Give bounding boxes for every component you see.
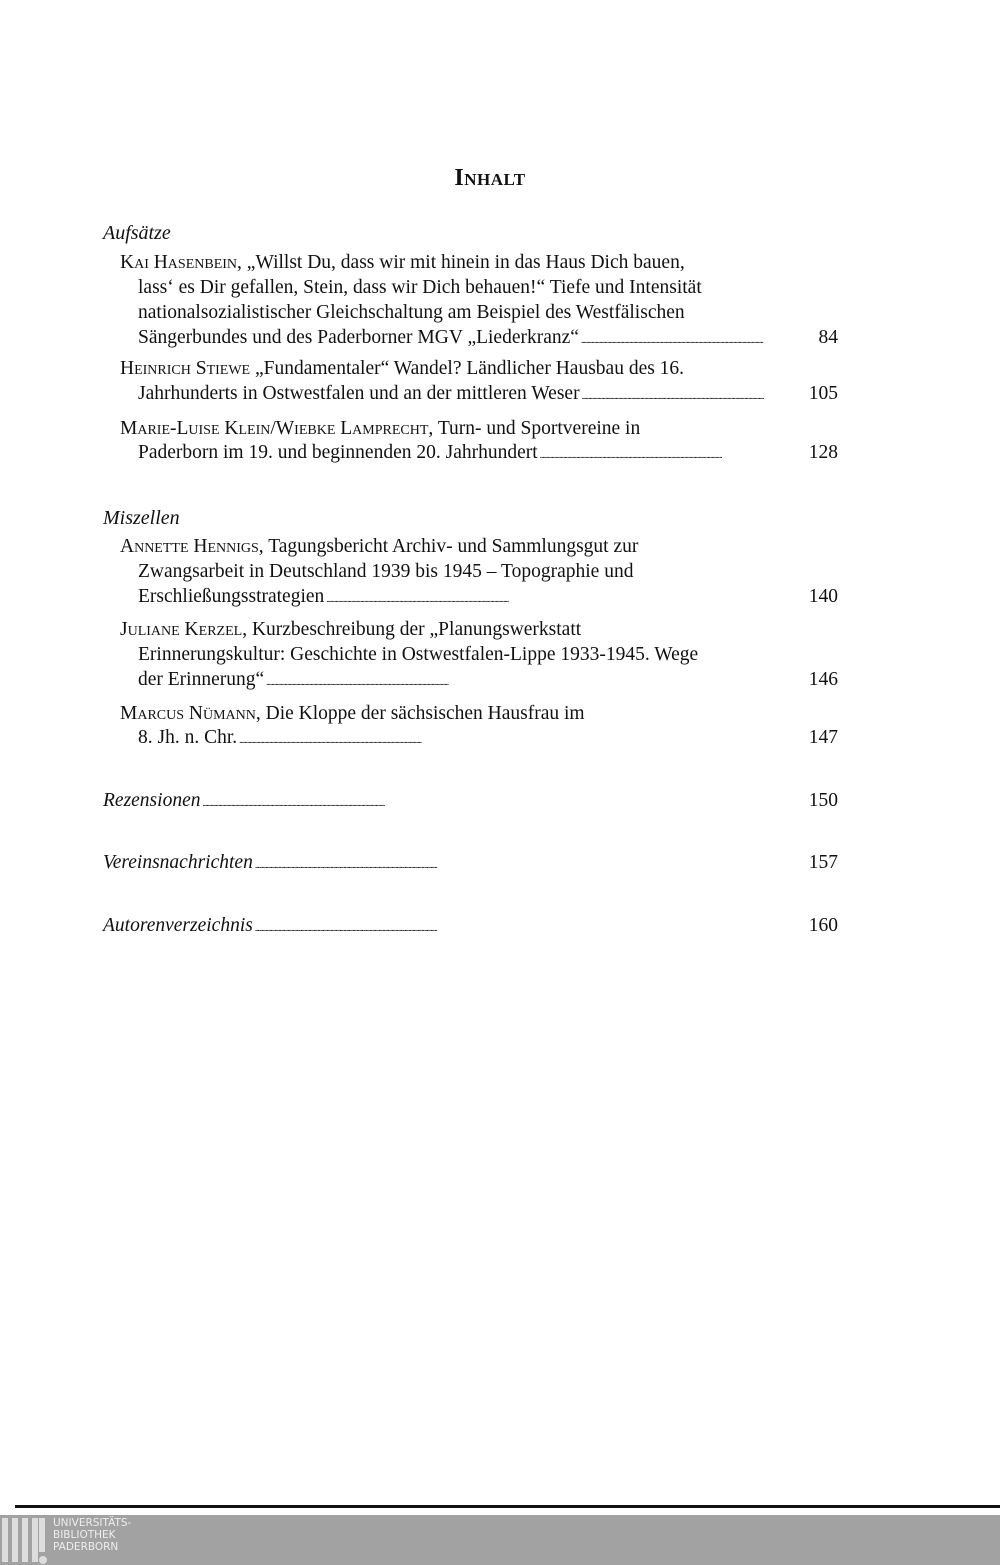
page-number: 105 xyxy=(808,383,838,404)
library-footer xyxy=(0,1515,1000,1565)
entry-line xyxy=(120,701,838,726)
section-label: Autorenverzeichnis xyxy=(103,915,253,936)
entry-text: nationalsozialistischer Gleichschaltung am Beispiel des Westfälischen xyxy=(138,302,685,323)
entry-text: lass‘ es Dir gefallen, Stein, dass wir Dich behauen!“ Tiefe und Intensität xyxy=(138,277,702,298)
library-logo-text xyxy=(53,1517,131,1553)
entry-text: Die Kloppe der sächsischen Hausfrau im xyxy=(265,703,585,724)
page-number: 160 xyxy=(808,915,838,936)
logo-line: UNIVERSITÄTS- xyxy=(53,1517,132,1529)
toc-section-rezensionen[interactable] xyxy=(103,788,838,816)
dot-leader xyxy=(266,667,807,695)
entry-text: 8. Jh. n. Chr. xyxy=(138,727,238,748)
dot-leader xyxy=(239,725,807,753)
entry-text: Erinnerungskultur: Geschichte in Ostwestfalen-Lippe 1933-1945. Wege xyxy=(138,644,699,665)
section-label: Vereinsnachrichten xyxy=(103,852,253,873)
page-number: 84 xyxy=(818,327,838,348)
entry-author: Marie-Luise Klein/Wiebke Lamprecht, xyxy=(120,418,434,439)
bottom-rule xyxy=(15,1505,1000,1508)
page-number: 157 xyxy=(808,852,838,873)
entry-text: Zwangsarbeit in Deutschland 1939 bis 1945 – Topographie und xyxy=(138,561,634,582)
logo-line: PADERBORN xyxy=(53,1541,119,1553)
page-number: 128 xyxy=(808,442,838,463)
entry-author: Annette Hennigs, xyxy=(120,536,264,557)
entry-author: Kai Hasenbein, xyxy=(120,252,242,273)
toc-section-vereinsnachrichten[interactable] xyxy=(103,850,838,878)
entry-author: Heinrich Stiewe xyxy=(120,358,251,379)
entry-text: Erschließungsstrategien xyxy=(138,586,325,607)
entry-line xyxy=(138,667,838,695)
entry-text: „Willst Du, dass wir mit hinein in das Haus Dich bauen, xyxy=(246,252,685,273)
entry-text: Paderborn im 19. und beginnenden 20. Jahrhundert xyxy=(138,442,538,463)
entry-line xyxy=(120,250,838,275)
page-number: 146 xyxy=(808,669,838,690)
entry-line xyxy=(138,325,838,353)
entry-line xyxy=(138,725,838,753)
entry-line xyxy=(120,356,838,381)
dot-leader xyxy=(202,788,806,816)
entry-text: Tagungsbericht Archiv- und Sammlungsgut zur xyxy=(268,536,639,557)
entry-author: Juliane Kerzel, xyxy=(120,619,248,640)
section-heading-miszellen: Miszellen xyxy=(103,507,180,529)
page-number: 150 xyxy=(808,790,838,811)
entry-text: „Fundamentaler“ Wandel? Ländlicher Hausbau des 16. xyxy=(254,358,685,379)
page-number: 147 xyxy=(808,727,838,748)
page-number: 140 xyxy=(808,586,838,607)
entry-author: Marcus Nümann, xyxy=(120,703,261,724)
entry-line xyxy=(138,440,838,468)
entry-text: der Erinnerung“ xyxy=(138,669,265,690)
entry-line xyxy=(120,416,838,441)
entry-line xyxy=(138,381,838,409)
page-title: Inhalt xyxy=(454,165,526,191)
dot-leader xyxy=(540,440,807,468)
entry-text: Kurzbeschreibung der „Planungswerkstatt xyxy=(251,619,582,640)
entry-text: Sängerbundes und des Paderborner MGV „Liederkranz“ xyxy=(138,327,579,348)
dot-leader xyxy=(255,913,807,941)
dot-leader xyxy=(255,850,807,878)
entry-line xyxy=(138,584,838,612)
entry-line xyxy=(120,617,838,642)
entry-text: Jahrhunderts in Ostwestfalen und an der mittleren Weser xyxy=(138,383,580,404)
section-label: Rezensionen xyxy=(103,790,201,811)
toc-section-autorenverzeichnis[interactable] xyxy=(103,913,838,941)
logo-line: BIBLIOTHEK xyxy=(53,1529,116,1541)
entry-line xyxy=(120,534,838,559)
dot-leader xyxy=(581,325,817,353)
entry-text: Turn- und Sportvereine in xyxy=(437,418,641,439)
dot-leader xyxy=(326,584,806,612)
section-heading-aufsaetze: Aufsätze xyxy=(103,222,171,244)
dot-leader xyxy=(582,381,807,409)
